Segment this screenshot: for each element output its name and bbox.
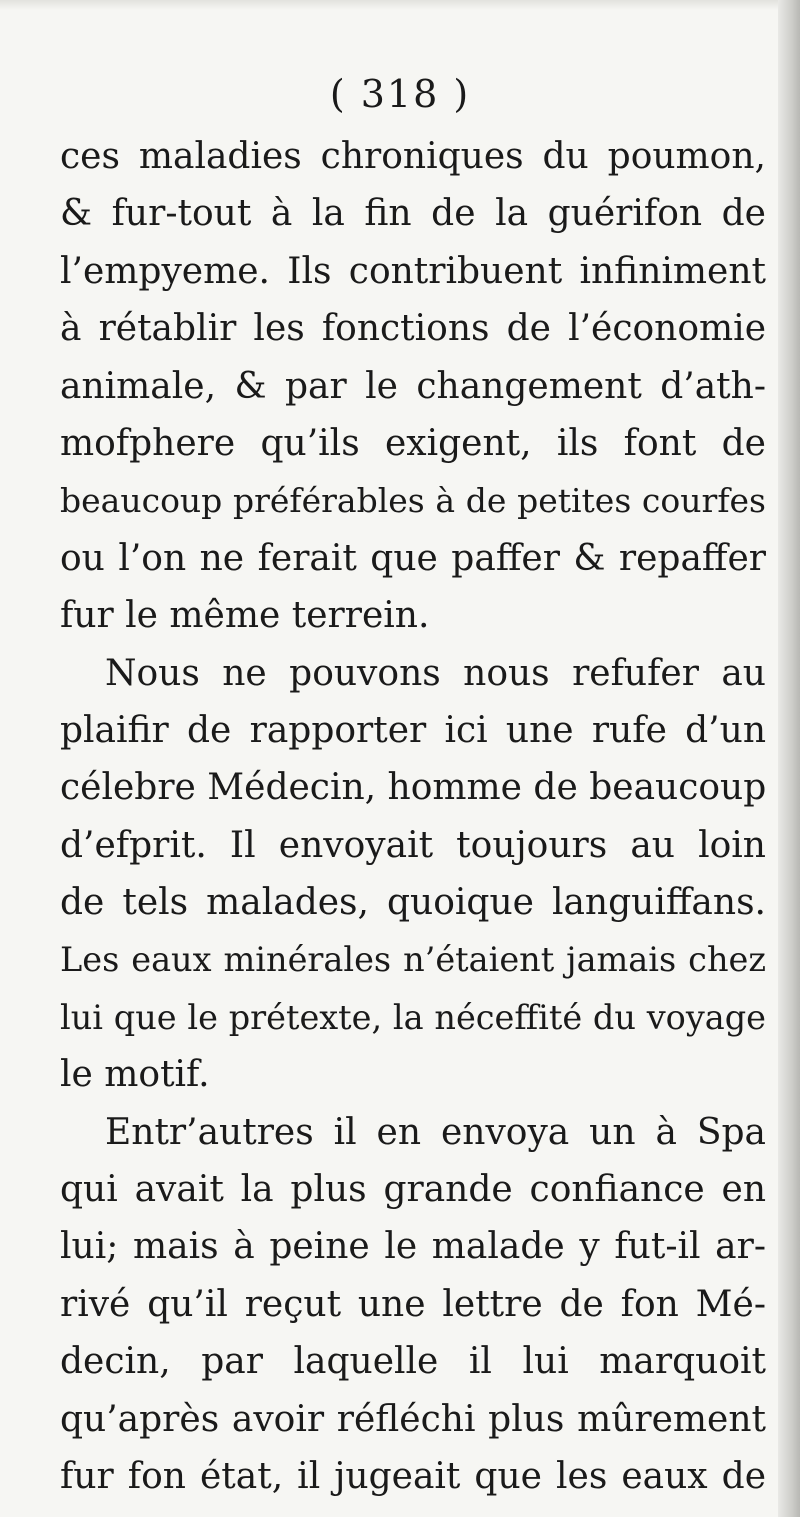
text-line: & fur-tout à la fin de la guérifon de <box>60 193 766 235</box>
text-line: ces maladies chroniques du poumon, <box>60 136 766 177</box>
text-line: à rétablir les fonctions de l’économie <box>60 308 766 350</box>
text-line: ou l’on ne ferait que paffer & repaffer <box>60 537 766 579</box>
text-line: le motif. <box>60 1054 210 1096</box>
page-right-edge <box>778 0 800 1517</box>
text-line: l’empyeme. Ils contribuent infiniment <box>60 250 766 292</box>
text-line: lui que le prétexte, la néceffité du voyage <box>60 997 766 1037</box>
text-line: mofphere qu’ils exigent, ils font de <box>60 422 766 464</box>
page-number: ( 318 ) <box>329 72 471 116</box>
text-line: Nous ne pouvons nous refufer au <box>105 652 766 694</box>
text-line: d’efprit. Il envoyait toujours au loin <box>60 824 766 866</box>
text-line: beaucoup préférables à de petites courfes <box>60 481 766 521</box>
text-line: Entr’autres il en envoya un à Spa <box>105 1111 766 1153</box>
body-text <box>60 128 766 1505</box>
text-line: fur le même terrein. <box>60 595 430 637</box>
text-line: fur fon état, il jugeait que les eaux de <box>60 1455 766 1497</box>
text-line: Les eaux minérales n’étaient jamais chez <box>60 940 766 980</box>
text-line: rivé qu’il reçut une lettre de fon Mé- <box>60 1283 766 1325</box>
text-line: qu’après avoir réfléchi plus mûrement <box>60 1398 766 1440</box>
text-line: qui avait la plus grande confiance en <box>60 1169 766 1211</box>
page-top-edge <box>0 0 800 10</box>
text-line: lui; mais à peine le malade y fut-il ar- <box>60 1226 766 1268</box>
text-line: animale, & par le changement d’ath- <box>60 365 766 407</box>
text-line: célebre Médecin, homme de beaucoup <box>60 767 767 809</box>
text-line: decin, par laquelle il lui marquoit <box>60 1341 766 1383</box>
text-line: de tels malades, quoique languiffans. <box>60 882 766 924</box>
text-line: plaifir de rapporter ici une rufe d’un <box>60 709 766 751</box>
